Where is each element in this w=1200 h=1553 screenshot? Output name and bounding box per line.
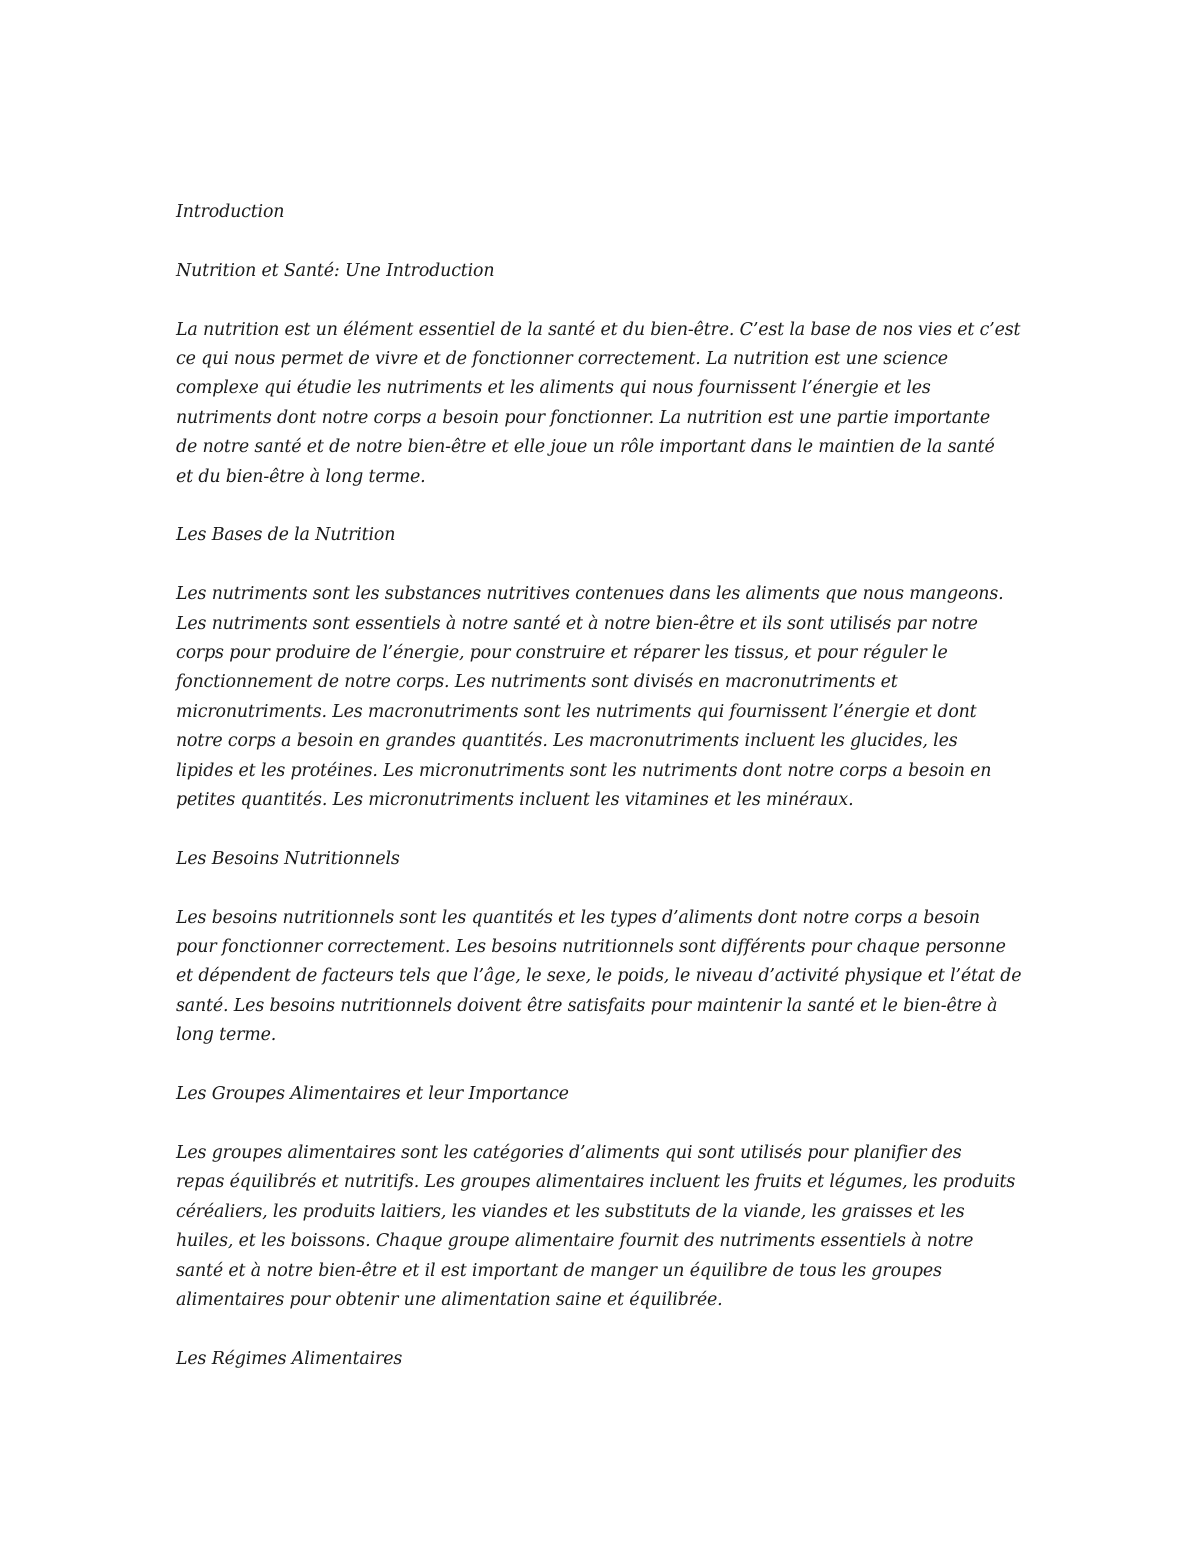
paragraph-line: ce qui nous permet de vivre et de fonctionner correctement. La nutrition est une science	[176, 349, 948, 369]
heading-introduction-text: Introduction	[176, 202, 285, 222]
paragraph-line: lipides et les protéines. Les micronutriments sont les nutriments dont notre corps a besoin en	[176, 760, 992, 781]
heading-besoins-text: Les Besoins Nutritionnels	[176, 848, 400, 869]
heading-groupes-text: Les Groupes Alimentaires et leur Importance	[176, 1084, 569, 1105]
document-title-text: Nutrition et Santé: Une Introduction	[176, 260, 495, 281]
paragraph-line: micronutriments. Les macronutriments sont les nutriments qui fournissent l’énergie et dont	[176, 701, 977, 722]
paragraph-line: et dépendent de facteurs tels que l’âge, le sexe, le poids, le niveau d’activité physique et l’état de	[176, 966, 1022, 987]
heading-regimes	[176, 1345, 1036, 1374]
heading-bases	[176, 521, 1036, 550]
paragraph-line: repas équilibrés et nutritifs. Les groupes alimentaires incluent les fruits et légumes, les produits	[176, 1172, 1016, 1193]
paragraph-line: huiles, et les boissons. Chaque groupe alimentaire fournit des nutriments essentiels à notre	[176, 1231, 974, 1252]
heading-groupes	[176, 1080, 1036, 1109]
paragraph-line: céréaliers, les produits laitiers, les viandes et les substituts de la viande, les graisses et les	[176, 1201, 965, 1222]
document-title	[176, 257, 1036, 286]
document-body	[176, 198, 1036, 1404]
paragraph-line: petites quantités. Les micronutriments incluent les vitamines et les minéraux.	[176, 790, 854, 811]
paragraph-bases	[176, 580, 1036, 815]
heading-introduction	[176, 198, 1036, 227]
paragraph-line: fonctionnement de notre corps. Les nutriments sont divisés en macronutriments et	[176, 672, 898, 693]
paragraph-line: santé et à notre bien-être et il est important de manger un équilibre de tous les groupes	[176, 1260, 942, 1281]
paragraph-line: Les besoins nutritionnels sont les quantités et les types d’aliments dont notre corps a besoin	[176, 907, 980, 928]
paragraph-line: nutriments dont notre corps a besoin pour fonctionner. La nutrition est une partie importante	[176, 407, 991, 428]
paragraph-line: santé. Les besoins nutritionnels doivent être satisfaits pour maintenir la santé et le bien-être à	[176, 995, 998, 1016]
paragraph-line: et du bien-être à long terme.	[176, 466, 426, 487]
paragraph-line: complexe qui étudie les nutriments et les aliments qui nous fournissent l’énergie et les	[176, 378, 931, 399]
paragraph-line: pour fonctionner correctement. Les besoins nutritionnels sont différents pour chaque personne	[176, 937, 1006, 958]
paragraph-line: corps pour produire de l’énergie, pour construire et réparer les tissus, et pour réguler le	[176, 643, 948, 664]
paragraph-groupes	[176, 1139, 1036, 1315]
paragraph-line: alimentaires pour obtenir une alimentation saine et équilibrée.	[176, 1289, 723, 1310]
paragraph-line: La nutrition est un élément essentiel de la santé et du bien-être. C’est la base de nos vies et c’est	[176, 319, 1021, 340]
paragraph-line: Les nutriments sont les substances nutritives contenues dans les aliments que nous mangeons.	[176, 584, 1004, 605]
paragraph-line: Les groupes alimentaires sont les catégories d’aliments qui sont utilisés pour planifier des	[176, 1142, 962, 1163]
paragraph-line: notre corps a besoin en grandes quantités. Les macronutriments incluent les glucides, les	[176, 731, 958, 752]
heading-regimes-text: Les Régimes Alimentaires	[176, 1348, 403, 1369]
heading-besoins	[176, 845, 1036, 874]
paragraph-line: long terme.	[176, 1025, 277, 1046]
paragraph-line: de notre santé et de notre bien-être et elle joue un rôle important dans le maintien de la santé	[176, 437, 995, 458]
heading-bases-text: Les Bases de la Nutrition	[176, 525, 396, 546]
paragraph-intro	[176, 316, 1036, 492]
paragraph-besoins	[176, 904, 1036, 1051]
paragraph-line: Les nutriments sont essentiels à notre santé et à notre bien-être et ils sont utilisés par notre	[176, 613, 978, 634]
